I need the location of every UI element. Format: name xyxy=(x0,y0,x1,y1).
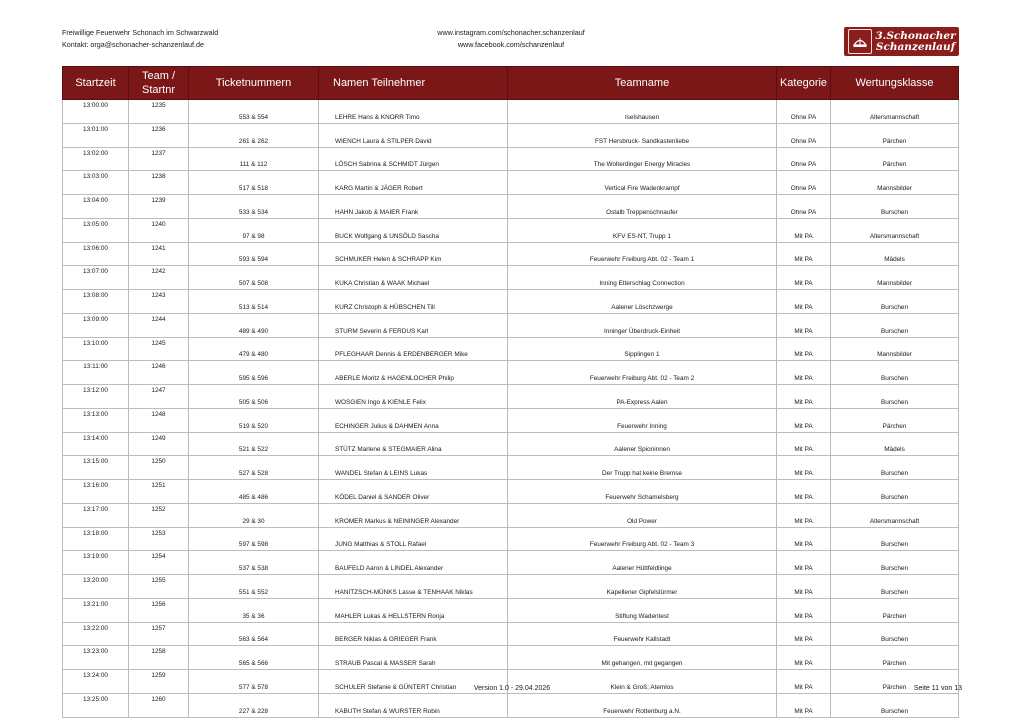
ticket-numbers-cell: 553 & 554 xyxy=(189,100,319,124)
category-cell: Ohne PA xyxy=(777,100,831,124)
team-name-cell: Vertical Fire Wadenkrampf xyxy=(508,171,777,195)
scoring-class-cell: Altersmannschaft xyxy=(831,503,959,527)
start-time-cell: 13:23:00 xyxy=(63,646,129,670)
start-number-cell: 1239 xyxy=(129,195,189,219)
ticket-numbers-cell: 537 & 538 xyxy=(189,551,319,575)
table-row xyxy=(63,503,959,527)
start-number-cell: 1247 xyxy=(129,385,189,409)
column-header-namen: Namen Teilnehmer xyxy=(319,67,508,100)
category-cell: Mit PA xyxy=(777,408,831,432)
ticket-numbers-cell: 521 & 522 xyxy=(189,432,319,456)
column-header-team-startnr xyxy=(129,67,189,100)
column-header-startnr-line: Startnr xyxy=(141,84,175,96)
start-number-cell: 1246 xyxy=(129,361,189,385)
ticket-numbers-cell: 489 & 490 xyxy=(189,313,319,337)
start-list-table-wrapper xyxy=(62,66,958,718)
participant-names-cell: WIENCH Laura & STILPER David xyxy=(319,123,508,147)
participant-names-cell: STÜTZ Marlene & STEGMAIER Alina xyxy=(319,432,508,456)
participant-names-cell: SCHMUKER Helen & SCHRAPP Kim xyxy=(319,242,508,266)
start-number-cell: 1260 xyxy=(129,693,189,717)
table-row xyxy=(63,408,959,432)
start-time-cell: 13:10:00 xyxy=(63,337,129,361)
team-name-cell: The Wolterdinger Energy Miracles xyxy=(508,147,777,171)
start-number-cell: 1242 xyxy=(129,266,189,290)
category-cell: Ohne PA xyxy=(777,171,831,195)
ticket-numbers-cell: 527 & 528 xyxy=(189,456,319,480)
ticket-numbers-cell: 593 & 594 xyxy=(189,242,319,266)
start-number-cell: 1255 xyxy=(129,575,189,599)
participant-names-cell: ECHINGER Julius & DAHMEN Anna xyxy=(319,408,508,432)
start-number-cell: 1236 xyxy=(129,123,189,147)
scoring-class-cell: Mädels xyxy=(831,432,959,456)
start-time-cell: 13:22:00 xyxy=(63,622,129,646)
column-header-wertungsklasse: Wertungsklasse xyxy=(831,67,959,100)
start-number-cell: 1258 xyxy=(129,646,189,670)
category-cell: Mit PA xyxy=(777,480,831,504)
ticket-numbers-cell: 261 & 262 xyxy=(189,123,319,147)
category-cell: Mit PA xyxy=(777,527,831,551)
ticket-numbers-cell: 505 & 506 xyxy=(189,385,319,409)
ticket-numbers-cell: 35 & 36 xyxy=(189,598,319,622)
category-cell: Mit PA xyxy=(777,551,831,575)
start-time-cell: 13:21:00 xyxy=(63,598,129,622)
instagram-link[interactable]: www.instagram.com/schonacher.schanzenlauf xyxy=(437,28,585,37)
scoring-class-cell: Pärchen xyxy=(831,123,959,147)
table-row xyxy=(63,218,959,242)
start-number-cell: 1238 xyxy=(129,171,189,195)
start-time-cell: 13:08:00 xyxy=(63,290,129,314)
table-row xyxy=(63,622,959,646)
participant-names-cell: JUNG Matthias & STOLL Rafael xyxy=(319,527,508,551)
scoring-class-cell: Pärchen xyxy=(831,408,959,432)
scoring-class-cell: Pärchen xyxy=(831,646,959,670)
ticket-numbers-cell: 533 & 534 xyxy=(189,195,319,219)
table-row xyxy=(63,313,959,337)
scoring-class-cell: Pärchen xyxy=(831,670,959,694)
scoring-class-cell: Mannsbilder xyxy=(831,171,959,195)
start-time-cell: 13:24:00 xyxy=(63,670,129,694)
team-name-cell: Feuerwehr Freiburg Abt. 02 - Team 3 xyxy=(508,527,777,551)
category-cell: Mit PA xyxy=(777,313,831,337)
start-number-cell: 1259 xyxy=(129,670,189,694)
ticket-numbers-cell: 513 & 514 xyxy=(189,290,319,314)
category-cell: Mit PA xyxy=(777,456,831,480)
participant-names-cell: KURZ Christoph & HÜBSCHEN Till xyxy=(319,290,508,314)
table-row xyxy=(63,432,959,456)
scoring-class-cell: Burschen xyxy=(831,551,959,575)
table-header-row xyxy=(63,67,959,100)
participant-names-cell: SCHULER Stefanie & GÜNTERT Christian xyxy=(319,670,508,694)
table-row xyxy=(63,456,959,480)
team-name-cell: Klein & Groß; Atemlos xyxy=(508,670,777,694)
team-name-cell: Feuerwehr Freiburg Abt. 02 - Team 2 xyxy=(508,361,777,385)
team-name-cell: Old Power xyxy=(508,503,777,527)
category-cell: Ohne PA xyxy=(777,123,831,147)
start-number-cell: 1245 xyxy=(129,337,189,361)
category-cell: Ohne PA xyxy=(777,195,831,219)
table-row xyxy=(63,123,959,147)
team-name-cell: Der Trupp hat keine Bremse xyxy=(508,456,777,480)
participant-names-cell: KABUTH Stefan & WURSTER Robin xyxy=(319,693,508,717)
category-cell: Ohne PA xyxy=(777,147,831,171)
team-name-cell: Feuerwehr Freiburg Abt. 02 - Team 1 xyxy=(508,242,777,266)
column-header-team-line: Team / xyxy=(141,70,175,82)
scoring-class-cell: Pärchen xyxy=(831,147,959,171)
scoring-class-cell: Mannsbilder xyxy=(831,337,959,361)
start-time-cell: 13:14:00 xyxy=(63,432,129,456)
start-time-cell: 13:19:00 xyxy=(63,551,129,575)
start-time-cell: 13:07:00 xyxy=(63,266,129,290)
category-cell: Mit PA xyxy=(777,218,831,242)
participant-names-cell: BERGER Niklas & GRIEGER Frank xyxy=(319,622,508,646)
start-number-cell: 1240 xyxy=(129,218,189,242)
team-name-cell: Aalener Löschzwerge xyxy=(508,290,777,314)
start-time-cell: 13:06:00 xyxy=(63,242,129,266)
team-name-cell: Aalener Hüttfeldlinge xyxy=(508,551,777,575)
start-time-cell: 13:18:00 xyxy=(63,527,129,551)
start-number-cell: 1252 xyxy=(129,503,189,527)
start-time-cell: 13:11:00 xyxy=(63,361,129,385)
table-header xyxy=(63,67,959,100)
participant-names-cell: KUKA Christian & WAAK Michael xyxy=(319,266,508,290)
team-name-cell: KFV ES-NT, Trupp 1 xyxy=(508,218,777,242)
team-name-cell: Feuerwehr Rottenburg a.N. xyxy=(508,693,777,717)
column-header-kategorie: Kategorie xyxy=(777,67,831,100)
scoring-class-cell: Burschen xyxy=(831,527,959,551)
logo-line-2: Schanzenlauf xyxy=(875,40,956,53)
participant-names-cell: PFLEGHAAR Dennis & ERDENBERGER Mike xyxy=(319,337,508,361)
column-header-startzeit: Startzeit xyxy=(63,67,129,100)
start-time-cell: 13:12:00 xyxy=(63,385,129,409)
category-cell: Mit PA xyxy=(777,337,831,361)
start-time-cell: 13:02:00 xyxy=(63,147,129,171)
team-name-cell: Kapellener Gipfelstürmer xyxy=(508,575,777,599)
start-number-cell: 1250 xyxy=(129,456,189,480)
participant-names-cell: STRAUB Pascal & MASSER Sarah xyxy=(319,646,508,670)
start-number-cell: 1241 xyxy=(129,242,189,266)
organisation-name: Freiwillige Feuerwehr Schonach im Schwarzwald xyxy=(62,28,219,37)
start-number-cell: 1256 xyxy=(129,598,189,622)
team-name-cell: Feuerwehr Kallstadt xyxy=(508,622,777,646)
team-name-cell: Feuerwehr Schamelsberg xyxy=(508,480,777,504)
team-name-cell: Aalener Spioninnen xyxy=(508,432,777,456)
header-organisation xyxy=(62,27,218,51)
scoring-class-cell: Burschen xyxy=(831,693,959,717)
participant-names-cell: LEHRE Hans & KNORR Timo xyxy=(319,100,508,124)
scoring-class-cell: Burschen xyxy=(831,195,959,219)
start-number-cell: 1235 xyxy=(129,100,189,124)
scoring-class-cell: Burschen xyxy=(831,456,959,480)
category-cell: Mit PA xyxy=(777,575,831,599)
team-name-cell: Ostalb Treppenschnaufer xyxy=(508,195,777,219)
header-social-links xyxy=(411,27,611,51)
category-cell: Mit PA xyxy=(777,385,831,409)
scoring-class-cell: Altersmannschaft xyxy=(831,218,959,242)
participant-names-cell: KÖDEL Daniel & SANDER Oliver xyxy=(319,480,508,504)
ticket-numbers-cell: 29 & 30 xyxy=(189,503,319,527)
participant-names-cell: BAUFELD Aaron & LINDEL Alexander xyxy=(319,551,508,575)
team-name-cell: Inninger Überdruck-Einheit xyxy=(508,313,777,337)
column-header-ticketnummern: Ticketnummern xyxy=(189,67,319,100)
start-time-cell: 13:03:00 xyxy=(63,171,129,195)
start-number-cell: 1254 xyxy=(129,551,189,575)
table-row xyxy=(63,195,959,219)
ticket-numbers-cell: 111 & 112 xyxy=(189,147,319,171)
ticket-numbers-cell: 97 & 98 xyxy=(189,218,319,242)
start-list-table xyxy=(62,66,959,718)
start-number-cell: 1251 xyxy=(129,480,189,504)
team-name-cell: FST Hersbruck- Sandkastenliebe xyxy=(508,123,777,147)
table-row xyxy=(63,693,959,717)
start-number-cell: 1257 xyxy=(129,622,189,646)
version-label: Version 1.0 - 29.04.2026 xyxy=(473,685,551,692)
team-name-cell: Sipplingen 1 xyxy=(508,337,777,361)
start-time-cell: 13:05:00 xyxy=(63,218,129,242)
table-row xyxy=(63,385,959,409)
start-time-cell: 13:16:00 xyxy=(63,480,129,504)
participant-names-cell: WANDEL Stefan & LEINS Lukas xyxy=(319,456,508,480)
logo-line-1: 3.Schonacher xyxy=(875,29,956,42)
category-cell: Mit PA xyxy=(777,290,831,314)
ticket-numbers-cell: 595 & 596 xyxy=(189,361,319,385)
start-number-cell: 1244 xyxy=(129,313,189,337)
fire-helmet-icon xyxy=(848,29,872,54)
table-row xyxy=(63,575,959,599)
table-row xyxy=(63,551,959,575)
table-row xyxy=(63,480,959,504)
start-number-cell: 1248 xyxy=(129,408,189,432)
participant-names-cell: LÖSCH Sabrina & SCHMIDT Jürgen xyxy=(319,147,508,171)
start-time-cell: 13:17:00 xyxy=(63,503,129,527)
start-number-cell: 1249 xyxy=(129,432,189,456)
category-cell: Mit PA xyxy=(777,646,831,670)
start-number-cell: 1253 xyxy=(129,527,189,551)
contact-email: Kontakt: orga@schonacher-schanzenlauf.de xyxy=(62,40,204,49)
facebook-link[interactable]: www.facebook.com/schanzenlauf xyxy=(457,40,565,49)
scoring-class-cell: Altersmannschaft xyxy=(831,100,959,124)
table-row xyxy=(63,646,959,670)
ticket-numbers-cell: 479 & 480 xyxy=(189,337,319,361)
start-time-cell: 13:20:00 xyxy=(63,575,129,599)
team-name-cell: Mit gehangen, mit gegangen xyxy=(508,646,777,670)
table-row xyxy=(63,100,959,124)
participant-names-cell: BUCK Wolfgang & UNSÖLD Sascha xyxy=(319,218,508,242)
start-time-cell: 13:04:00 xyxy=(63,195,129,219)
start-number-cell: 1243 xyxy=(129,290,189,314)
table-row xyxy=(63,147,959,171)
scoring-class-cell: Burschen xyxy=(831,313,959,337)
column-header-teamname: Teamname xyxy=(508,67,777,100)
start-time-cell: 13:25:00 xyxy=(63,693,129,717)
scoring-class-cell: Burschen xyxy=(831,575,959,599)
participant-names-cell: KROMER Markus & NEININGER Alexander xyxy=(319,503,508,527)
team-name-cell: Stiftung Wadentest xyxy=(508,598,777,622)
table-row xyxy=(63,290,959,314)
table-row xyxy=(63,598,959,622)
participant-names-cell: WOSGIEN Ingo & KIENLE Felix xyxy=(319,385,508,409)
table-row xyxy=(63,171,959,195)
ticket-numbers-cell: 577 & 578 xyxy=(189,670,319,694)
ticket-numbers-cell: 597 & 598 xyxy=(189,527,319,551)
ticket-numbers-cell: 551 & 552 xyxy=(189,575,319,599)
ticket-numbers-cell: 227 & 228 xyxy=(189,693,319,717)
ticket-numbers-cell: 517 & 518 xyxy=(189,171,319,195)
start-time-cell: 13:09:00 xyxy=(63,313,129,337)
participant-names-cell: HANITZSCH-MÜNKS Lasse & TENHAAK Niklas xyxy=(319,575,508,599)
scoring-class-cell: Burschen xyxy=(831,480,959,504)
table-body xyxy=(63,100,959,718)
table-row xyxy=(63,242,959,266)
scoring-class-cell: Mädels xyxy=(831,242,959,266)
participant-names-cell: MAHLER Lukas & HELLSTERN Ronja xyxy=(319,598,508,622)
page-number: Seite 11 von 13 xyxy=(913,685,962,692)
scoring-class-cell: Mannsbilder xyxy=(831,266,959,290)
start-time-cell: 13:13:00 xyxy=(63,408,129,432)
logo-text xyxy=(872,31,959,53)
category-cell: Mit PA xyxy=(777,670,831,694)
start-time-cell: 13:15:00 xyxy=(63,456,129,480)
team-name-cell: Iselshausen xyxy=(508,100,777,124)
ticket-numbers-cell: 563 & 564 xyxy=(189,622,319,646)
ticket-numbers-cell: 507 & 508 xyxy=(189,266,319,290)
category-cell: Mit PA xyxy=(777,242,831,266)
category-cell: Mit PA xyxy=(777,622,831,646)
start-time-cell: 13:01:00 xyxy=(63,123,129,147)
category-cell: Mit PA xyxy=(777,266,831,290)
category-cell: Mit PA xyxy=(777,361,831,385)
participant-names-cell: ABERLE Moritz & HAGENLOCHER Philip xyxy=(319,361,508,385)
start-time-cell: 13:00:00 xyxy=(63,100,129,124)
team-name-cell: PA-Express Aalen xyxy=(508,385,777,409)
ticket-numbers-cell: 565 & 566 xyxy=(189,646,319,670)
event-logo xyxy=(844,27,959,56)
participant-names-cell: KARG Martin & JÄGER Robert xyxy=(319,171,508,195)
category-cell: Mit PA xyxy=(777,598,831,622)
scoring-class-cell: Burschen xyxy=(831,385,959,409)
scoring-class-cell: Pärchen xyxy=(831,598,959,622)
table-row xyxy=(63,266,959,290)
team-name-cell: Feuerwehr Inning xyxy=(508,408,777,432)
category-cell: Mit PA xyxy=(777,432,831,456)
scoring-class-cell: Burschen xyxy=(831,290,959,314)
participant-names-cell: STURM Severin & FERDUS Karl xyxy=(319,313,508,337)
table-row xyxy=(63,527,959,551)
category-cell: Mit PA xyxy=(777,503,831,527)
ticket-numbers-cell: 485 & 486 xyxy=(189,480,319,504)
start-number-cell: 1237 xyxy=(129,147,189,171)
category-cell: Mit PA xyxy=(777,693,831,717)
scoring-class-cell: Burschen xyxy=(831,361,959,385)
ticket-numbers-cell: 519 & 520 xyxy=(189,408,319,432)
team-name-cell: Inning Etterschlag Connection xyxy=(508,266,777,290)
scoring-class-cell: Burschen xyxy=(831,622,959,646)
participant-names-cell: HAHN Jakob & MAIER Frank xyxy=(319,195,508,219)
table-row xyxy=(63,337,959,361)
table-row xyxy=(63,361,959,385)
